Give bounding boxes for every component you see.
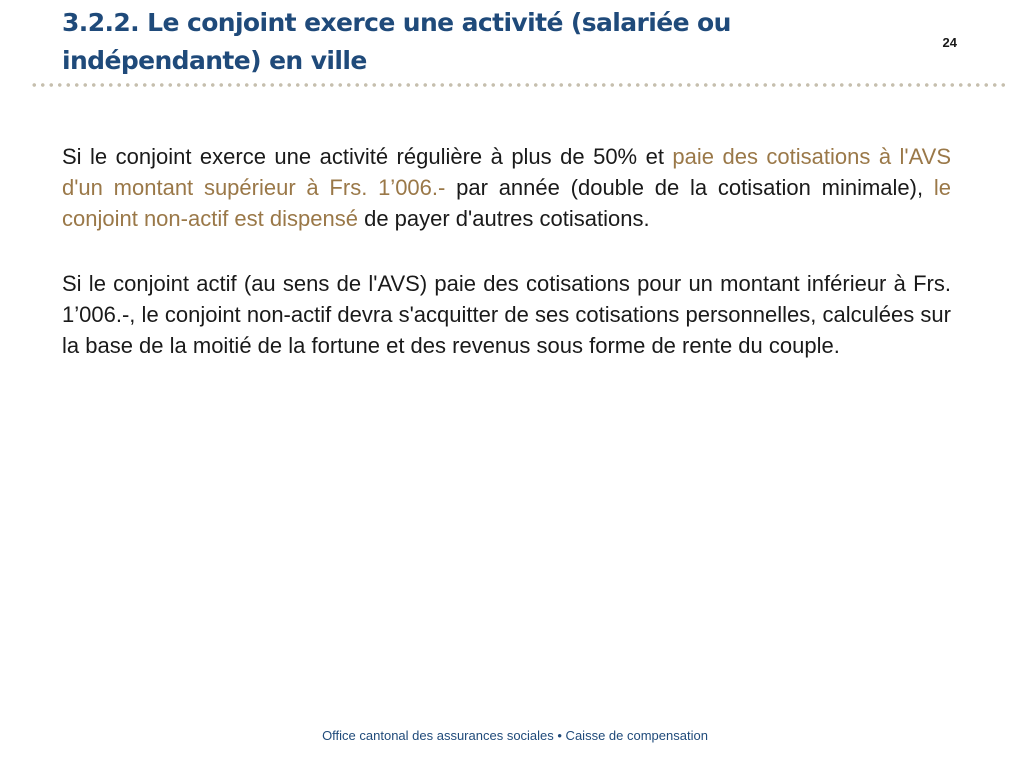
page-number: 24 [942,35,957,50]
slide-body [62,141,951,395]
slide-title: 3.2.2. Le conjoint exerce une activité (salariée ou indépendante) en ville [62,8,731,75]
paragraph-dispense [62,141,951,234]
footer-text: Office cantonal des assurances sociales • Caisse de compensation [322,728,708,743]
highlight-conjoint-dispense: le conjoint non-actif est dispensé [62,175,952,231]
paragraph-cotisations-personnelles: Si le conjoint actif (au sens de l'AVS) paie des cotisations pour un montant inférieur à Frs. 1’006.-, le conjoint non-actif devra s'acquitter de ses cotisations personnelles, calculées sur la base de la moitié de la fortune et des revenus sous forme de rente du couple. [62,271,951,358]
dotted-separator [30,81,1010,89]
highlight-cotisations-avs: paie des cotisations à l'AVS d'un montant supérieur à Frs. 1’006.- [62,144,951,200]
paragraph-text: Si le conjoint exerce une activité régulière à plus de 50% et [62,144,673,169]
paragraph-text: de payer d'autres cotisations. [357,206,650,231]
paragraph-text: par année (double de la cotisation minimale), [445,175,934,200]
